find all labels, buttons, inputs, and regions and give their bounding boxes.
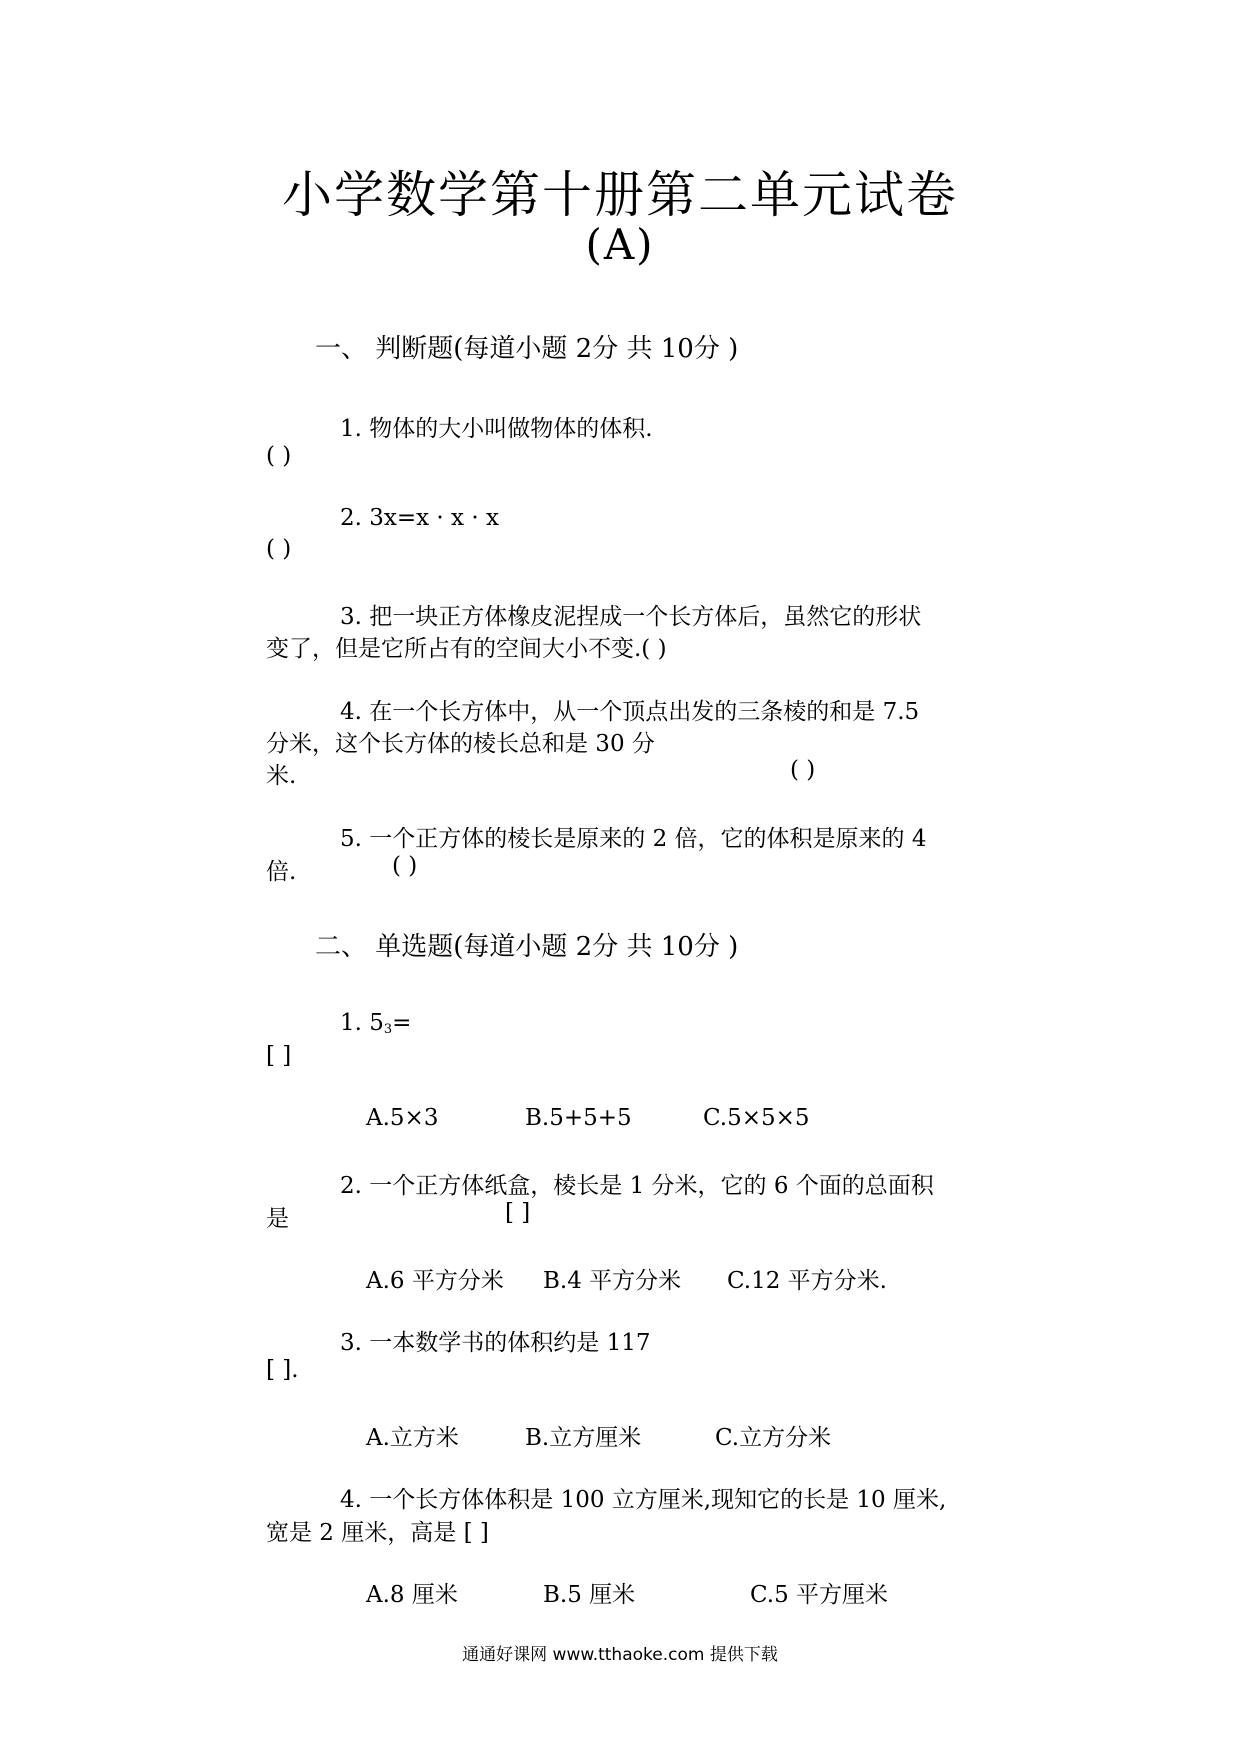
- q2-2-option-c: C.12 平方分米.: [727, 1268, 887, 1294]
- q1-4-answer-paren: ( ): [790, 757, 816, 783]
- q2-1-option-a: A.5×3: [366, 1105, 439, 1131]
- section-heading-single-choice: 二、 单选题(每道小题 2分 共 10分 ): [315, 932, 739, 962]
- q2-1-option-b: B.5+5+5: [525, 1105, 632, 1131]
- q1-2-answer-paren: ( ): [266, 536, 292, 562]
- q1-3-text: 3. 把一块正方体橡皮泥捏成一个长方体后，虽然它的形状: [340, 604, 922, 630]
- q2-4-text: 4. 一个长方体体积是 100 立方厘米,现知它的长是 10 厘米,: [340, 1487, 947, 1513]
- q2-2-text: 2. 一个正方体纸盒，棱长是 1 分米，它的 6 个面的总面积: [340, 1173, 934, 1199]
- q2-2-answer-bracket: [ ]: [505, 1200, 531, 1226]
- q2-2-option-a: A.6 平方分米: [366, 1268, 504, 1294]
- footer-source: 通通好课网 www.tthaoke.com 提供下载: [462, 1645, 778, 1665]
- q2-2-option-b: B.4 平方分米: [543, 1268, 682, 1294]
- q2-3-answer-bracket: [ ].: [266, 1357, 299, 1383]
- q1-5-text: 5. 一个正方体的棱长是原来的 2 倍，它的体积是原来的 4: [340, 826, 927, 852]
- q1-3-text-cont: 变了，但是它所占有的空间大小不变.( ): [266, 636, 667, 662]
- q2-4-option-c: C.5 平方厘米: [750, 1582, 889, 1608]
- q2-2-text-end: 是: [266, 1206, 289, 1232]
- q2-3-option-b: B.立方厘米: [525, 1425, 642, 1451]
- q1-1-text: 1. 物体的大小叫做物体的体积.: [340, 416, 653, 442]
- q2-4-option-a: A.8 厘米: [366, 1582, 458, 1608]
- q2-4-text-end: 宽是 2 厘米，高是 [ ]: [266, 1520, 489, 1546]
- q2-4-option-b: B.5 厘米: [543, 1582, 636, 1608]
- q2-3-option-c: C.立方分米: [715, 1425, 832, 1451]
- q1-5-answer-paren: ( ): [392, 853, 418, 879]
- q2-1-option-c: C.5×5×5: [703, 1105, 810, 1131]
- page-title: 小学数学第十册第二单元试卷: [282, 166, 958, 224]
- page-subtitle: (A): [585, 220, 655, 269]
- q2-3-text: 3. 一本数学书的体积约是 117: [340, 1330, 651, 1356]
- q1-4-text-end: 米.: [266, 763, 297, 789]
- q1-4-text-cont: 分米，这个长方体的棱长总和是 30 分: [266, 731, 655, 757]
- q2-1-answer-bracket: [ ]: [266, 1043, 292, 1069]
- q1-2-text: 2. 3x=x · x · x: [340, 505, 499, 531]
- q1-5-text-end: 倍.: [266, 859, 297, 885]
- q1-1-answer-paren: ( ): [266, 443, 292, 469]
- q2-1-text: 1. $5_3=$: [340, 1010, 412, 1037]
- q1-4-text: 4. 在一个长方体中，从一个顶点出发的三条棱的和是 7.5: [340, 699, 920, 725]
- q2-3-option-a: A.立方米: [366, 1425, 459, 1451]
- section-heading-judgement: 一、 判断题(每道小题 2分 共 10分 ): [315, 334, 739, 364]
